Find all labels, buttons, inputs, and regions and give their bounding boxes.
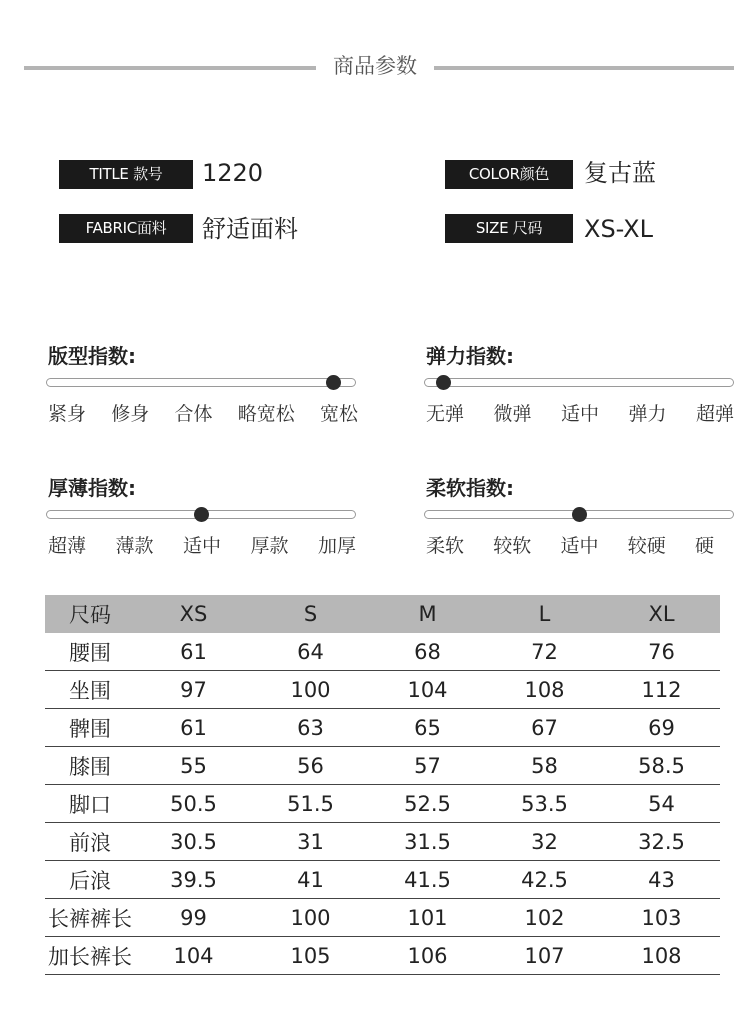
table-cell: 104: [369, 671, 486, 709]
size-chart-table: [45, 595, 720, 975]
row-label-cell: 长裤裤长: [45, 899, 135, 937]
elasticity-option: 无弹: [426, 403, 465, 425]
thickness-index-options: [48, 531, 356, 558]
table-cell: 31: [252, 823, 369, 861]
fabric-value: 舒适面料: [202, 215, 298, 243]
table-cell: 32.5: [603, 823, 720, 861]
table-row: [45, 709, 720, 747]
header-divider-right: [434, 66, 734, 70]
header-divider-left: [24, 66, 316, 70]
table-cell: 107: [486, 937, 603, 975]
size-value: XS-XL: [584, 215, 653, 243]
fit-option: 合体: [174, 403, 213, 425]
fit-option: 宽松: [319, 403, 358, 425]
table-header-cell: XS: [135, 595, 252, 633]
title-value: 1220: [202, 159, 264, 187]
table-header-cell: L: [486, 595, 603, 633]
table-row: [45, 633, 720, 671]
row-label-cell: 坐围: [45, 671, 135, 709]
table-cell: 67: [486, 709, 603, 747]
table-cell: 39.5: [135, 861, 252, 899]
table-cell: 41: [252, 861, 369, 899]
table-row: [45, 671, 720, 709]
table-row: [45, 785, 720, 823]
fit-option: 修身: [111, 403, 150, 425]
elasticity-option: 适中: [560, 403, 599, 425]
softness-option: 较软: [493, 535, 532, 557]
table-cell: 64: [252, 633, 369, 671]
elasticity-index-title: 弹力指数:: [426, 344, 514, 368]
table-header-row: [45, 595, 720, 633]
table-cell: 51.5: [252, 785, 369, 823]
fit-option: 略宽松: [237, 403, 295, 425]
row-label-cell: 膝围: [45, 747, 135, 785]
table-cell: 97: [135, 671, 252, 709]
table-cell: 100: [252, 899, 369, 937]
thickness-option: 厚款: [250, 535, 289, 557]
table-cell: 76: [603, 633, 720, 671]
thickness-index-title: 厚薄指数:: [48, 476, 136, 500]
table-cell: 41.5: [369, 861, 486, 899]
table-row: [45, 823, 720, 861]
table-cell: 72: [486, 633, 603, 671]
softness-option: 硬: [694, 535, 714, 557]
elasticity-option: 微弹: [493, 403, 532, 425]
table-cell: 112: [603, 671, 720, 709]
table-cell: 61: [135, 633, 252, 671]
table-cell: 69: [603, 709, 720, 747]
table-cell: 63: [252, 709, 369, 747]
table-cell: 99: [135, 899, 252, 937]
row-label-cell: 脚口: [45, 785, 135, 823]
table-cell: 43: [603, 861, 720, 899]
fabric-label: FABRIC面料: [59, 214, 193, 243]
table-cell: 53.5: [486, 785, 603, 823]
elasticity-index-track: [424, 378, 734, 387]
title-label: TITLE 款号: [59, 160, 193, 189]
softness-index-knob: [572, 507, 587, 522]
fit-index-track: [46, 378, 356, 387]
fit-index-options: [48, 399, 358, 426]
table-cell: 68: [369, 633, 486, 671]
table-header-cell: XL: [603, 595, 720, 633]
fit-index-title: 版型指数:: [48, 344, 136, 368]
row-label-cell: 髀围: [45, 709, 135, 747]
table-body: [45, 633, 720, 975]
fit-index-knob: [326, 375, 341, 390]
table-cell: 58.5: [603, 747, 720, 785]
table-row: [45, 937, 720, 975]
table-cell: 101: [369, 899, 486, 937]
table-cell: 42.5: [486, 861, 603, 899]
elasticity-index-knob: [436, 375, 451, 390]
table-cell: 106: [369, 937, 486, 975]
table-cell: 54: [603, 785, 720, 823]
table-header-cell: M: [369, 595, 486, 633]
table-cell: 55: [135, 747, 252, 785]
elasticity-option: 弹力: [628, 403, 667, 425]
softness-option: 柔软: [426, 535, 465, 557]
table-header-cell: S: [252, 595, 369, 633]
row-label-cell: 前浪: [45, 823, 135, 861]
table-cell: 30.5: [135, 823, 252, 861]
softness-index-title: 柔软指数:: [426, 476, 514, 500]
table-header-cell: 尺码: [45, 595, 135, 633]
softness-option: 适中: [560, 535, 599, 557]
thickness-index-track: [46, 510, 356, 519]
color-value: 复古蓝: [584, 159, 656, 187]
table-cell: 105: [252, 937, 369, 975]
table-cell: 50.5: [135, 785, 252, 823]
row-label-cell: 加长裤长: [45, 937, 135, 975]
table-cell: 103: [603, 899, 720, 937]
section-title: 商品参数: [333, 54, 417, 78]
table-cell: 104: [135, 937, 252, 975]
thickness-option: 薄款: [115, 535, 154, 557]
table-cell: 61: [135, 709, 252, 747]
table-cell: 31.5: [369, 823, 486, 861]
color-label: COLOR颜色: [445, 160, 573, 189]
softness-index-track: [424, 510, 734, 519]
elasticity-index-options: [426, 399, 734, 426]
table-cell: 108: [486, 671, 603, 709]
table-cell: 102: [486, 899, 603, 937]
table-cell: 57: [369, 747, 486, 785]
table-cell: 65: [369, 709, 486, 747]
table-cell: 52.5: [369, 785, 486, 823]
table-cell: 100: [252, 671, 369, 709]
table-row: [45, 899, 720, 937]
elasticity-option: 超弹: [695, 403, 734, 425]
thickness-option: 加厚: [317, 535, 356, 557]
table-cell: 108: [603, 937, 720, 975]
fit-option: 紧身: [48, 403, 87, 425]
table-row: [45, 861, 720, 899]
table-cell: 56: [252, 747, 369, 785]
row-label-cell: 腰围: [45, 633, 135, 671]
table-cell: 58: [486, 747, 603, 785]
softness-option: 较硬: [627, 535, 666, 557]
row-label-cell: 后浪: [45, 861, 135, 899]
table-row: [45, 747, 720, 785]
thickness-option: 超薄: [48, 535, 87, 557]
thickness-index-knob: [194, 507, 209, 522]
size-label: SIZE 尺码: [445, 214, 573, 243]
thickness-option: 适中: [182, 535, 221, 557]
table-cell: 32: [486, 823, 603, 861]
softness-index-options: [426, 531, 714, 558]
